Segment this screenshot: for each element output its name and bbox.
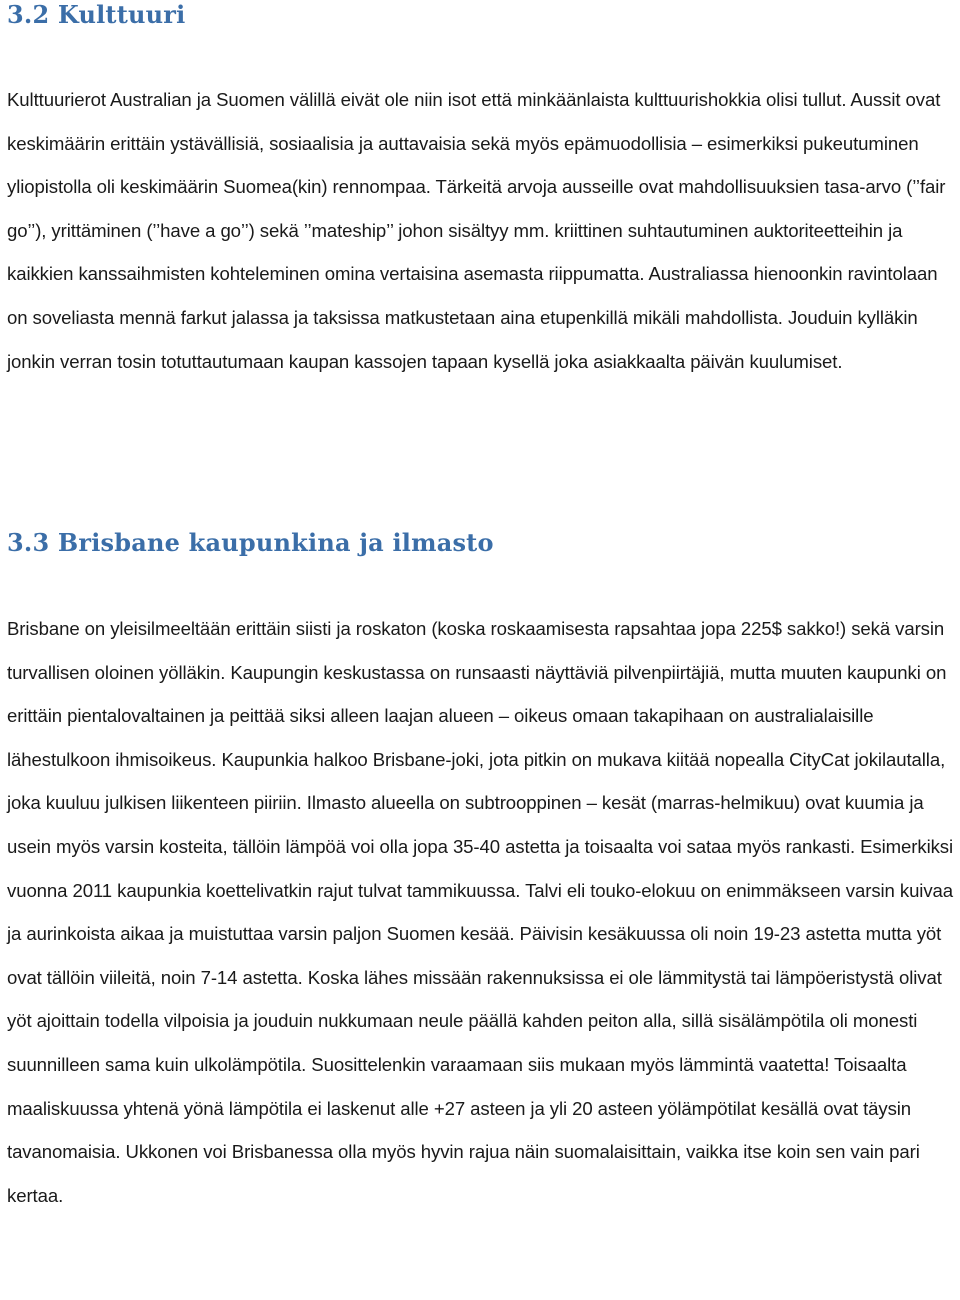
section-heading-kulttuuri: 3.2 Kulttuuri bbox=[7, 0, 186, 29]
section-heading-brisbane: 3.3 Brisbane kaupunkina ja ilmasto bbox=[7, 528, 494, 557]
section-paragraph-brisbane: Brisbane on yleisilmeeltään erittäin siisti ja roskaton (koska roskaamisesta rapsahtaa jopa 225$ sakko!) sekä varsin turvallisen oloinen yölläkin. Kaupungin keskustassa on runsaasti näyttäviä pilvenpiirtäjiä, mutta muuten kaupunki on erittäin pientalovaltainen ja peittää siksi alleen laajan alueen – oikeus omaan takapihaan on australialaisille lähestulkoon ihmisoikeus. Kaupunkia halkoo Brisbane-joki, jota pitkin on mukava kiitää nopealla CityCat jokilautalla, joka kuuluu julkisen liikenteen piiriin. Ilmasto alueella on subtrooppinen – kesät (marras-helmikuu) ovat kuumia ja usein myös varsin kosteita, tällöin lämpöä voi olla jopa 35-40 astetta ja toisaalta voi sataa myös rankasti. Esimerkiksi vuonna 2011 kaupunkia koettelivatkin rajut tulvat tammikuussa. Talvi eli touko-elokuu on enimmäkseen varsin kuivaa ja aurinkoista aikaa ja muistuttaa varsin paljon Suomen kesää. Päivisin kesäkuussa oli noin 19-23 astetta mutta yöt ovat tällöin viileitä, noin 7-14 astetta. Koska lähes missään rakennuksissa ei ole lämmitystä tai lämpöeristystä olivat yöt ajoittain todella vilpoisia ja jouduin nukkumaan neule päällä kahden peiton alla, sillä sisälämpötila oli monesti suunnilleen sama kuin ulkolämpötila. Suosittelenkin varaamaan siis mukaan myös lämmintä vaatetta! Toisaalta maaliskuussa yhtenä yönä lämpötila ei laskenut alle +27 asteen ja yli 20 asteen yölämpötilat kesällä ovat täysin tavanomaisia. Ukkonen voi Brisbanessa olla myös hyvin rajua näin suomalaisittain, vaikka itse koin sen vain pari kertaa. bbox=[7, 618, 954, 1206]
section-paragraph-kulttuuri: Kulttuurierot Australian ja Suomen välillä eivät ole niin isot että minkäänlaista kulttuurishokkia olisi tullut. Aussit ovat keskimäärin erittäin ystävällisiä, sosiaalisia ja auttavaisia sekä myös epämuodollisia – esimerkiksi pukeutuminen yliopistolla oli keskimäärin Suomea(kin) rennompaa. Tärkeitä arvoja ausseille ovat mahdollisuuksien tasa-arvo (’’fair go’’), yrittäminen (’’have a go’’) sekä ’’mateship’’ johon sisältyy mm. kriittinen suhtautuminen auktoriteetteihin ja kaikkien kanssaihmisten kohteleminen omina vertaisina asemasta riippumatta. Australiassa hienoonkin ravintolaan on soveliasta mennä farkut jalassa ja taksissa matkustetaan aina etupenkillä mikäli mahdollista. Jouduin kylläkin jonkin verran tosin totuttautumaan kaupan kassojen tapaan kysellä joka asiakkaalta päivän kuulumiset. bbox=[7, 89, 946, 372]
